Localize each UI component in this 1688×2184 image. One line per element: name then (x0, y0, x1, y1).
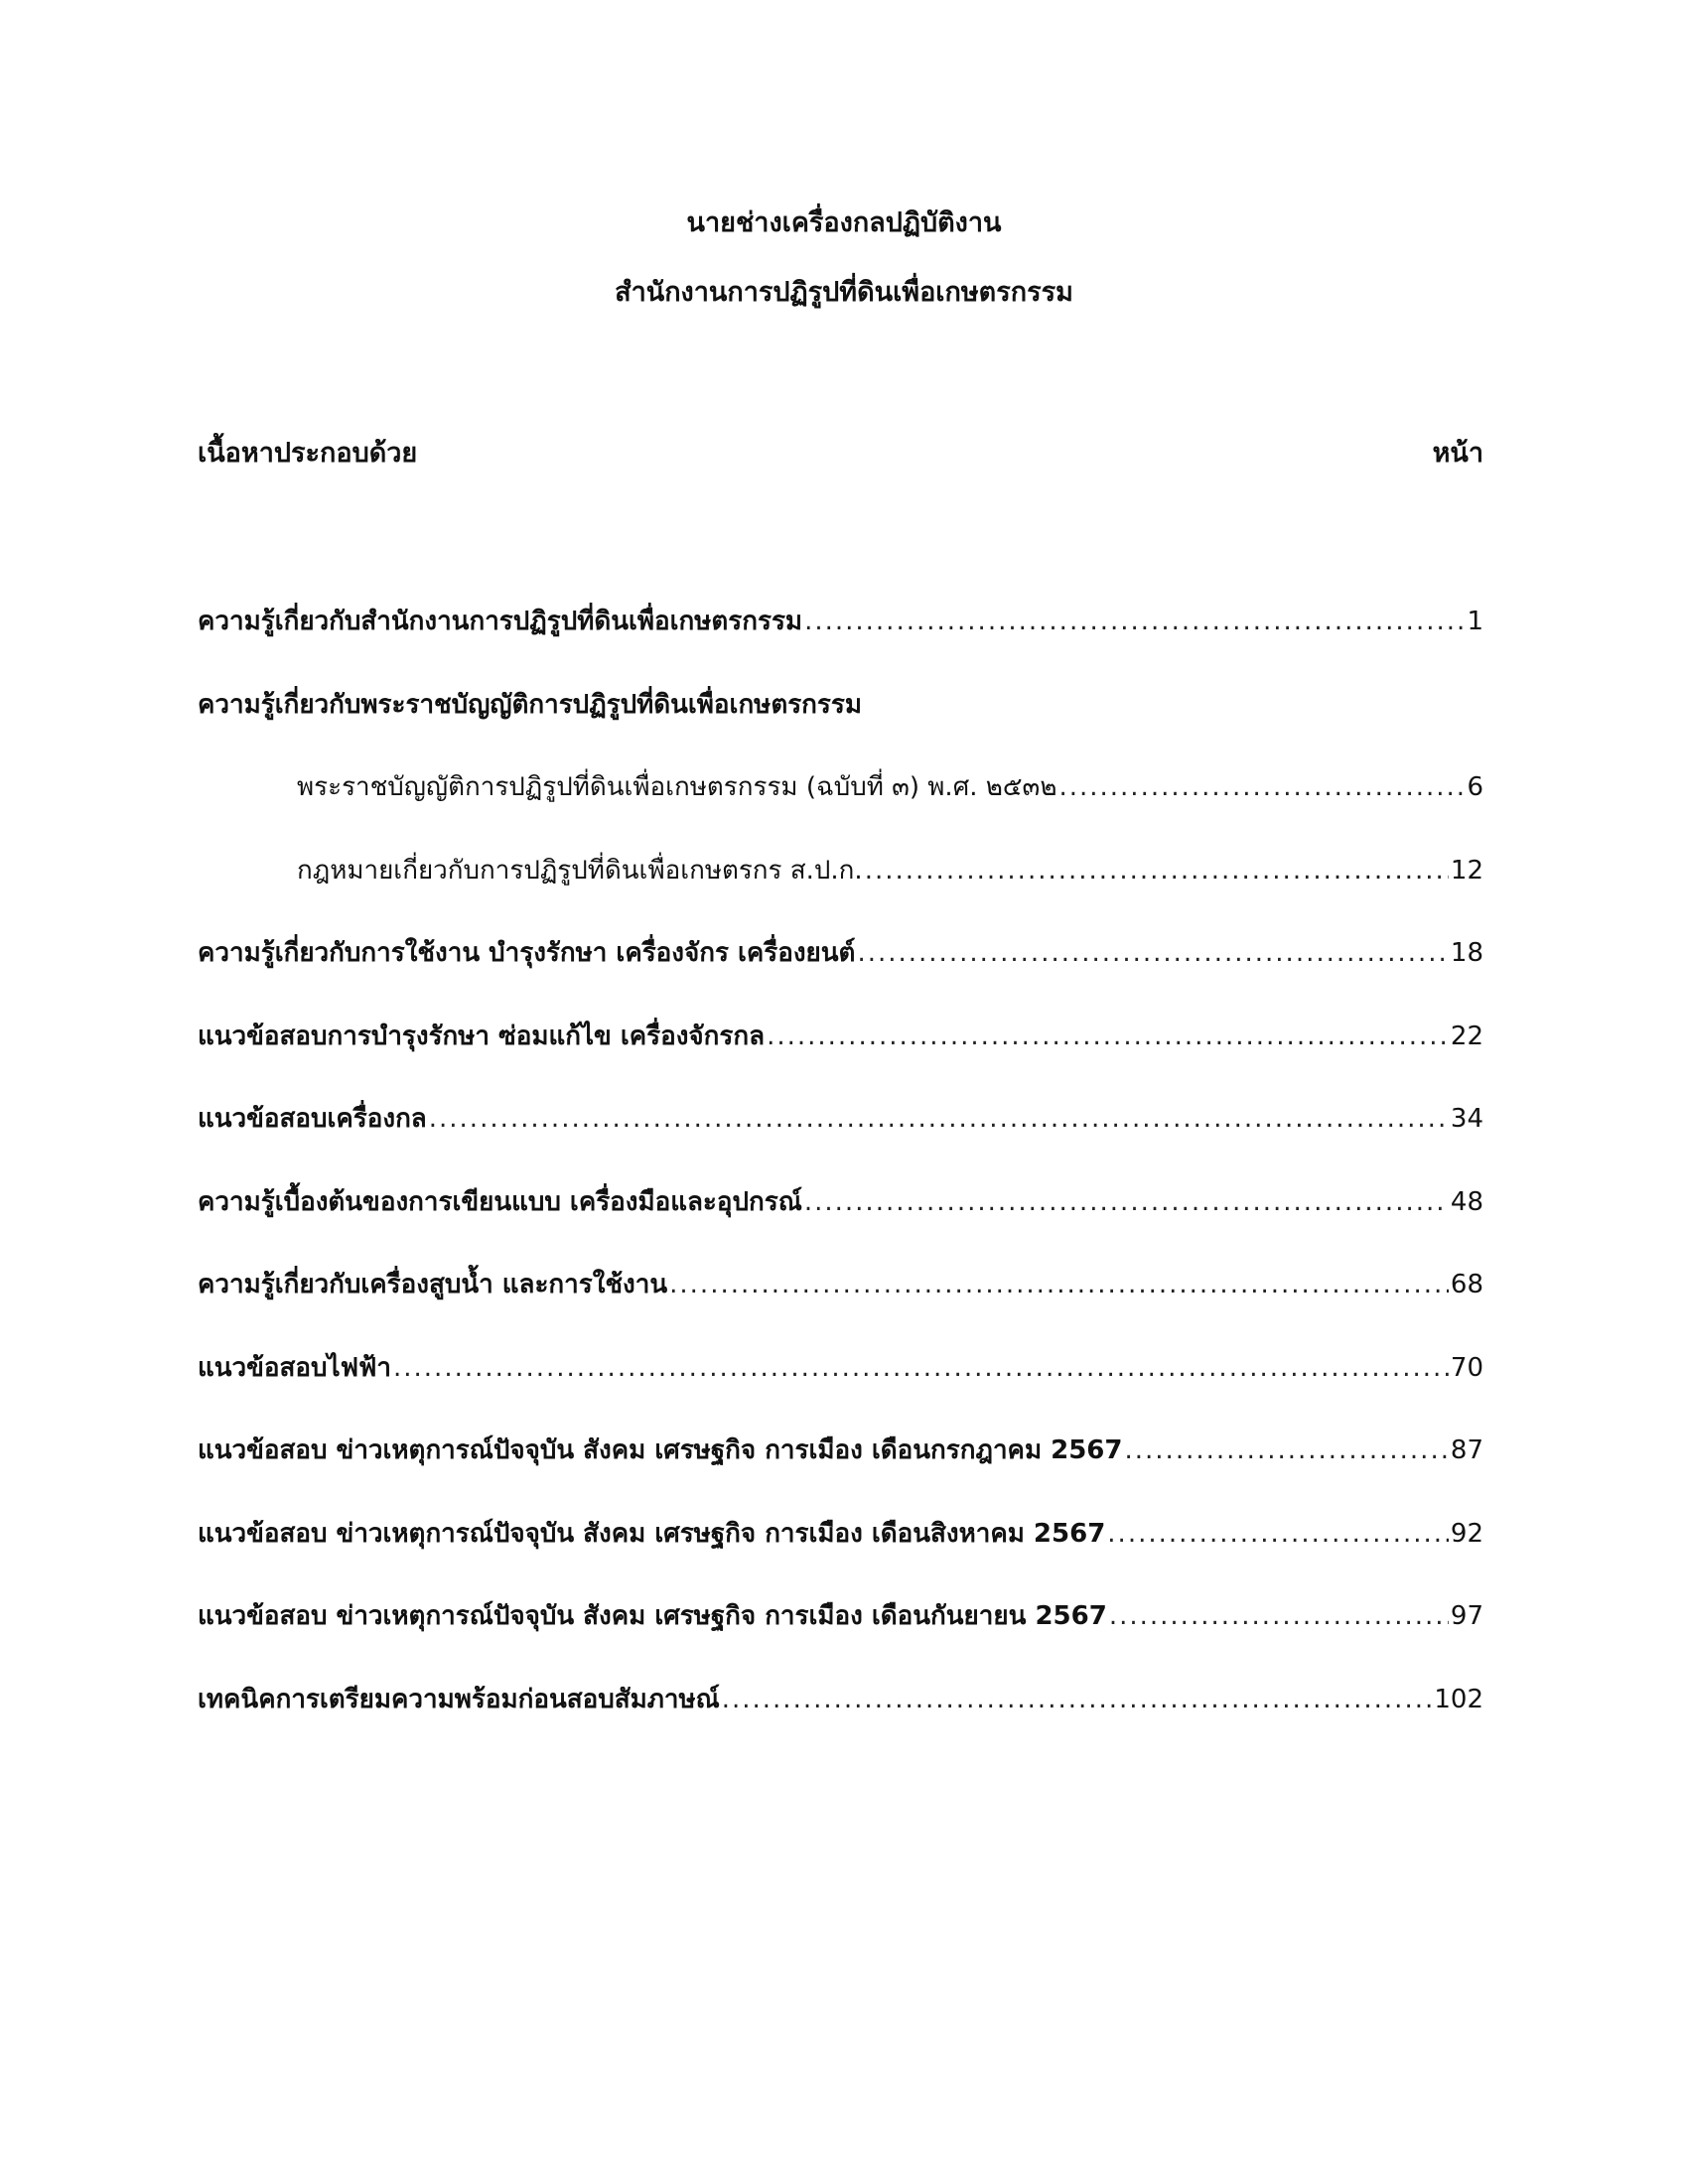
toc-entry (198, 1596, 1483, 1680)
toc-entry-label: แนวข้อสอบ ข่าวเหตุการณ์ปัจจุบัน สังคม เศรษฐกิจ การเมือง เดือนกรกฎาคม 2567 (198, 1435, 1123, 1465)
toc-entry-label: แนวข้อสอบ ข่าวเหตุการณ์ปัจจุบัน สังคม เศรษฐกิจ การเมือง เดือนสิงหาคม 2567 (198, 1518, 1106, 1549)
document-subtitle: สำนักงานการปฏิรูปที่ดินเพื่อเกษตรกรรม (615, 277, 1073, 308)
toc-entry (198, 1680, 1483, 1763)
toc-entry-label: แนวข้อสอบ ข่าวเหตุการณ์ปัจจุบัน สังคม เศรษฐกิจ การเมือง เดือนกันยายน 2567 (198, 1601, 1107, 1631)
toc-entry-page: 22 (1450, 1021, 1483, 1051)
toc-entry (198, 933, 1483, 1017)
toc-entry-label: ความรู้เกี่ยวกับเครื่องสูบน้ำ และการใช้งาน (198, 1270, 668, 1299)
toc-entry-label: แนวข้อสอบไฟฟ้า (198, 1352, 391, 1383)
toc-entry (198, 1431, 1483, 1514)
table-of-contents (198, 602, 1483, 1762)
toc-entry-label: กฎหมายเกี่ยวกับการปฏิรูปที่ดินเพื่อเกษตรกร ส.ป.ก. (297, 855, 863, 886)
toc-dot-leader (722, 1680, 1433, 1719)
toc-entry-label: แนวข้อสอบการบำรุงรักษา ซ่อมแก้ไข เครื่องจักรกล (198, 1021, 766, 1051)
toc-entry (198, 602, 1483, 685)
toc-dot-leader (767, 1017, 1449, 1056)
toc-heading: เนื้อหาประกอบด้วย (198, 438, 418, 469)
toc-entry-label: แนวข้อสอบเครื่องกล (198, 1104, 427, 1134)
toc-entry-page: 48 (1450, 1186, 1483, 1217)
toc-dot-leader (1109, 1596, 1449, 1636)
page-column-heading: หน้า (1432, 438, 1483, 469)
toc-dot-leader (669, 1265, 1449, 1304)
toc-subentry (198, 767, 1483, 851)
toc-entry-label: ความรู้เกี่ยวกับสำนักงานการปฏิรูปที่ดินเพื่อเกษตรกรรม (198, 607, 803, 636)
toc-dot-leader (1107, 1514, 1449, 1554)
toc-entry-page: 6 (1467, 772, 1483, 802)
toc-subentry (198, 851, 1483, 934)
document-title: นายช่างเครื่องกลปฏิบัติงาน (686, 207, 1002, 238)
toc-header (198, 434, 1483, 474)
toc-entry-page: 68 (1450, 1270, 1483, 1299)
toc-entry-page: 87 (1450, 1435, 1483, 1465)
toc-entry-label: ความรู้เกี่ยวกับการใช้งาน บำรุงรักษา เครื่องจักร เครื่องยนต์ (198, 938, 856, 968)
toc-entry-page: 97 (1450, 1601, 1483, 1631)
toc-dot-leader (429, 1099, 1449, 1139)
toc-entry-label: เทคนิคการเตรียมความพร้อมก่อนสอบสัมภาษณ์ (198, 1684, 720, 1714)
toc-entry (198, 1099, 1483, 1182)
toc-entry-page: 1 (1467, 607, 1483, 636)
toc-dot-leader (393, 1348, 1449, 1388)
toc-dot-leader (857, 933, 1448, 973)
toc-dot-leader (1058, 767, 1465, 807)
toc-entry-page: 12 (1450, 855, 1483, 886)
toc-entry-label: พระราชบัญญัติการปฏิรูปที่ดินเพื่อเกษตรกรรม (ฉบับที่ ๓) พ.ศ. ๒๕๓๒ (297, 772, 1057, 802)
toc-entry (198, 1265, 1483, 1348)
toc-dot-leader (804, 602, 1465, 641)
toc-section-heading (198, 685, 1483, 768)
toc-entry (198, 1182, 1483, 1266)
toc-dot-leader (865, 851, 1449, 890)
toc-entry (198, 1514, 1483, 1597)
toc-entry-label: ความรู้เกี่ยวกับพระราชบัญญัติการปฏิรูปที่ดินเพื่อเกษตรกรรม (198, 689, 862, 720)
toc-dot-leader (804, 1182, 1449, 1222)
toc-entry-label: ความรู้เบื้องต้นของการเขียนแบบ เครื่องมือและอุปกรณ์ (198, 1186, 802, 1217)
toc-entry-page: 18 (1450, 938, 1483, 968)
toc-entry-page: 102 (1434, 1684, 1483, 1714)
toc-entry (198, 1017, 1483, 1100)
toc-dot-leader (1125, 1431, 1449, 1470)
toc-entry (198, 1348, 1483, 1432)
toc-entry-page: 34 (1450, 1104, 1483, 1134)
toc-entry-page: 92 (1450, 1518, 1483, 1549)
toc-entry-page: 70 (1450, 1352, 1483, 1383)
